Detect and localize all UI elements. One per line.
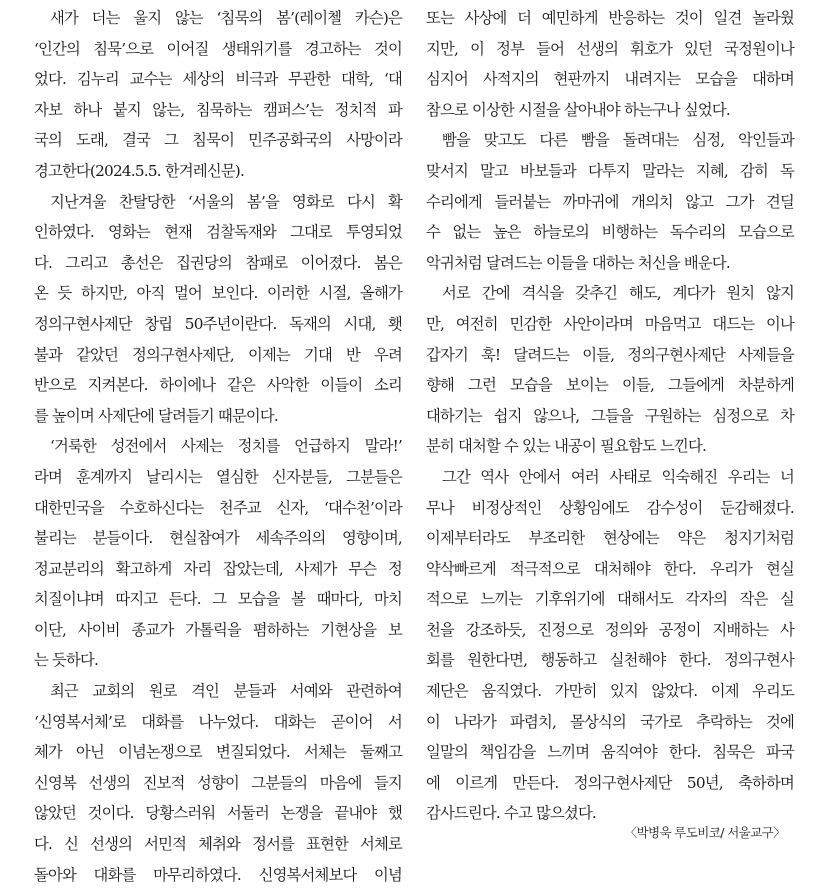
text-line: 분히 대처할 수 있는 내공이 필요함도 느낀다. — [426, 437, 707, 456]
text-line: 갑자기 훅! 달려드는 이들, 정의구현사제단 사제들을 — [426, 345, 794, 364]
text-line: 제단은 움직였다. 가만히 있지 않았다. 이제 우리도 — [426, 682, 794, 701]
text-line: 회를 원한다면, 행동하고 실천해야 한다. 정의구현사 — [426, 651, 794, 670]
text-line: 않았던 것이다. 당황스러워 서둘러 논쟁을 끝내야 했 — [34, 804, 402, 823]
text-line: 반으로 지켜본다. 하이에나 같은 사악한 이들이 소리 — [34, 376, 402, 395]
text-line: ‘인간의 침묵’으로 이어질 생태위기를 경고하는 것이 — [34, 39, 402, 58]
text-line: 새가 더는 울지 않는 ‘침묵의 봄’(레이첼 카슨)은 — [50, 9, 402, 27]
text-line: 자보 하나 붙지 않는, 침묵하는 캠퍼스’는 정치적 파 — [34, 100, 402, 119]
text-line: 정교분리의 확고하게 자리 잡았는데, 사제가 무슨 정 — [34, 559, 402, 578]
text-line: 천을 강조하듯, 진정으로 정의와 공정이 지배하는 사 — [426, 620, 794, 639]
text-line: 만, 여전히 민감한 사안이라며 마음먹고 대드는 이나 — [426, 314, 794, 333]
text-line: 심지어 사적지의 현판까지 내려지는 모습을 대하며 — [426, 70, 794, 89]
text-line: 체가 아닌 이념논쟁으로 변질되었다. 서체는 둘째고 — [34, 743, 402, 762]
text-line: ‘신영복서체’로 대화를 나누었다. 대화는 곧이어 서 — [34, 712, 402, 731]
text-line: 이 나라가 파렴치, 몰상식의 국가로 추락하는 것에 — [426, 712, 794, 731]
text-line: 일말의 책임감을 느끼며 움직여야 한다. 침묵은 파국 — [426, 743, 794, 762]
text-line: 이단, 사이비 종교가 가톨릭을 폄하하는 기현상을 보 — [34, 620, 402, 639]
text-line: 다. 그리고 총선은 집권당의 참패로 이어졌다. 봄은 — [34, 253, 402, 272]
text-line: 국의 도래, 결국 그 침묵이 민주공화국의 사망이라 — [34, 131, 402, 150]
text-line: 악귀처럼 달려드는 이들을 대하는 처신을 배운다. — [426, 253, 730, 272]
text-line: 라며 훈계까지 날리시는 열심한 신자분들, 그분들은 — [34, 467, 402, 486]
text-line: 다. 신 선생의 서민적 체취와 정서를 표현한 서체로 — [34, 835, 402, 854]
text-line: 빰을 맞고도 다른 빰을 돌려대는 심정, 악인들과 — [442, 131, 794, 150]
text-line: 신영복 선생의 진보적 성향이 그분들의 마음에 들지 — [34, 773, 402, 792]
text-line: 정의구현사제단 창립 50주년이란다. 독재의 시대, 횃 — [34, 314, 402, 333]
text-line: 또는 사상에 더 예민하게 반응하는 것이 일견 놀라웠 — [426, 9, 794, 27]
text-line: 대한민국을 수호하신다는 천주교 신자, ‘대수천’이라 — [34, 498, 402, 517]
author-byline: 〈박병욱 루도비코/ 서울교구〉 — [624, 825, 785, 840]
text-line: 었다. 김누리 교수는 세상의 비극과 무관한 대학, ‘대 — [34, 70, 402, 89]
text-line: 지난겨울 찬탈당한 ‘서울의 봄’을 영화로 다시 확 — [50, 192, 402, 211]
text-line: 약삭빠르게 적극적으로 대처해야 한다. 우리가 현실 — [426, 559, 794, 578]
text-line: 불리는 분들이다. 현실참여가 세속주의의 영향이며, — [34, 529, 402, 548]
text-line: ‘거룩한 성전에서 사제는 정치를 언급하지 말라!’ — [50, 437, 402, 456]
text-line: 를 높이며 사제단에 달려들기 때문이다. — [34, 406, 278, 425]
text-line: 대하기는 쉽지 않으나, 그들을 구원하는 심정으로 차 — [426, 406, 794, 425]
text-line: 경고한다(2024.5.5. 한겨레신문). — [34, 161, 245, 180]
text-line: 온 듯 하지만, 아직 멀어 보인다. 이러한 시절, 올해가 — [34, 284, 402, 303]
text-line: 맞서지 말고 바보들과 다투지 말라는 지혜, 감히 독 — [426, 161, 794, 180]
text-line: 인하였다. 영화는 현재 검찰독재와 그대로 투영되었 — [34, 223, 402, 242]
text-line: 는 듯하다. — [34, 651, 99, 670]
text-line: 최근 교회의 원로 격인 분들과 서예와 관련하여 — [50, 682, 402, 701]
text-line: 서로 간에 격식을 갖추긴 해도, 계다가 원치 않지 — [442, 284, 794, 303]
text-line: 에 이르게 만든다. 정의구현사제단 50년, 축하하며 — [426, 773, 794, 792]
text-line: 지만, 이 정부 들어 선생의 휘호가 있던 국정원이나 — [426, 39, 794, 58]
text-line: 수리에게 들러붙는 까마귀에 개의치 않고 그가 견딜 — [426, 192, 794, 211]
text-line: 수 없는 높은 하늘로의 비행하는 독수리의 모습으로 — [426, 223, 794, 242]
text-line: 치질이냐며 따지고 든다. 그 모습을 볼 때마다, 마치 — [34, 590, 402, 609]
text-line: 적으로 느끼는 기후위기에 대해서도 각자의 작은 실 — [426, 590, 794, 609]
text-line: 무나 비정상적인 상황임에도 감수성이 둔감해졌다. — [426, 498, 794, 517]
text-line: 그간 역사 안에서 여러 사태로 익숙해진 우리는 너 — [442, 467, 794, 486]
text-line: 참으로 이상한 시절을 살아내야 하는구나 싶었다. — [426, 100, 730, 119]
text-line: 향해 그런 모습을 보이는 이들, 그들에게 차분하게 — [426, 376, 794, 395]
text-line: 불과 같았던 정의구현사제단, 이제는 기대 반 우려 — [34, 345, 402, 364]
text-line: 이제부터라도 부조리한 현상에는 약은 청지기처럼 — [426, 529, 794, 548]
text-line: 감사드린다. 수고 많으셨다. — [426, 804, 596, 823]
right-column — [426, 3, 794, 829]
left-column — [34, 3, 402, 890]
text-line: 돌아와 대화를 마무리하였다. 신영복서체보다 이념 — [34, 865, 402, 884]
